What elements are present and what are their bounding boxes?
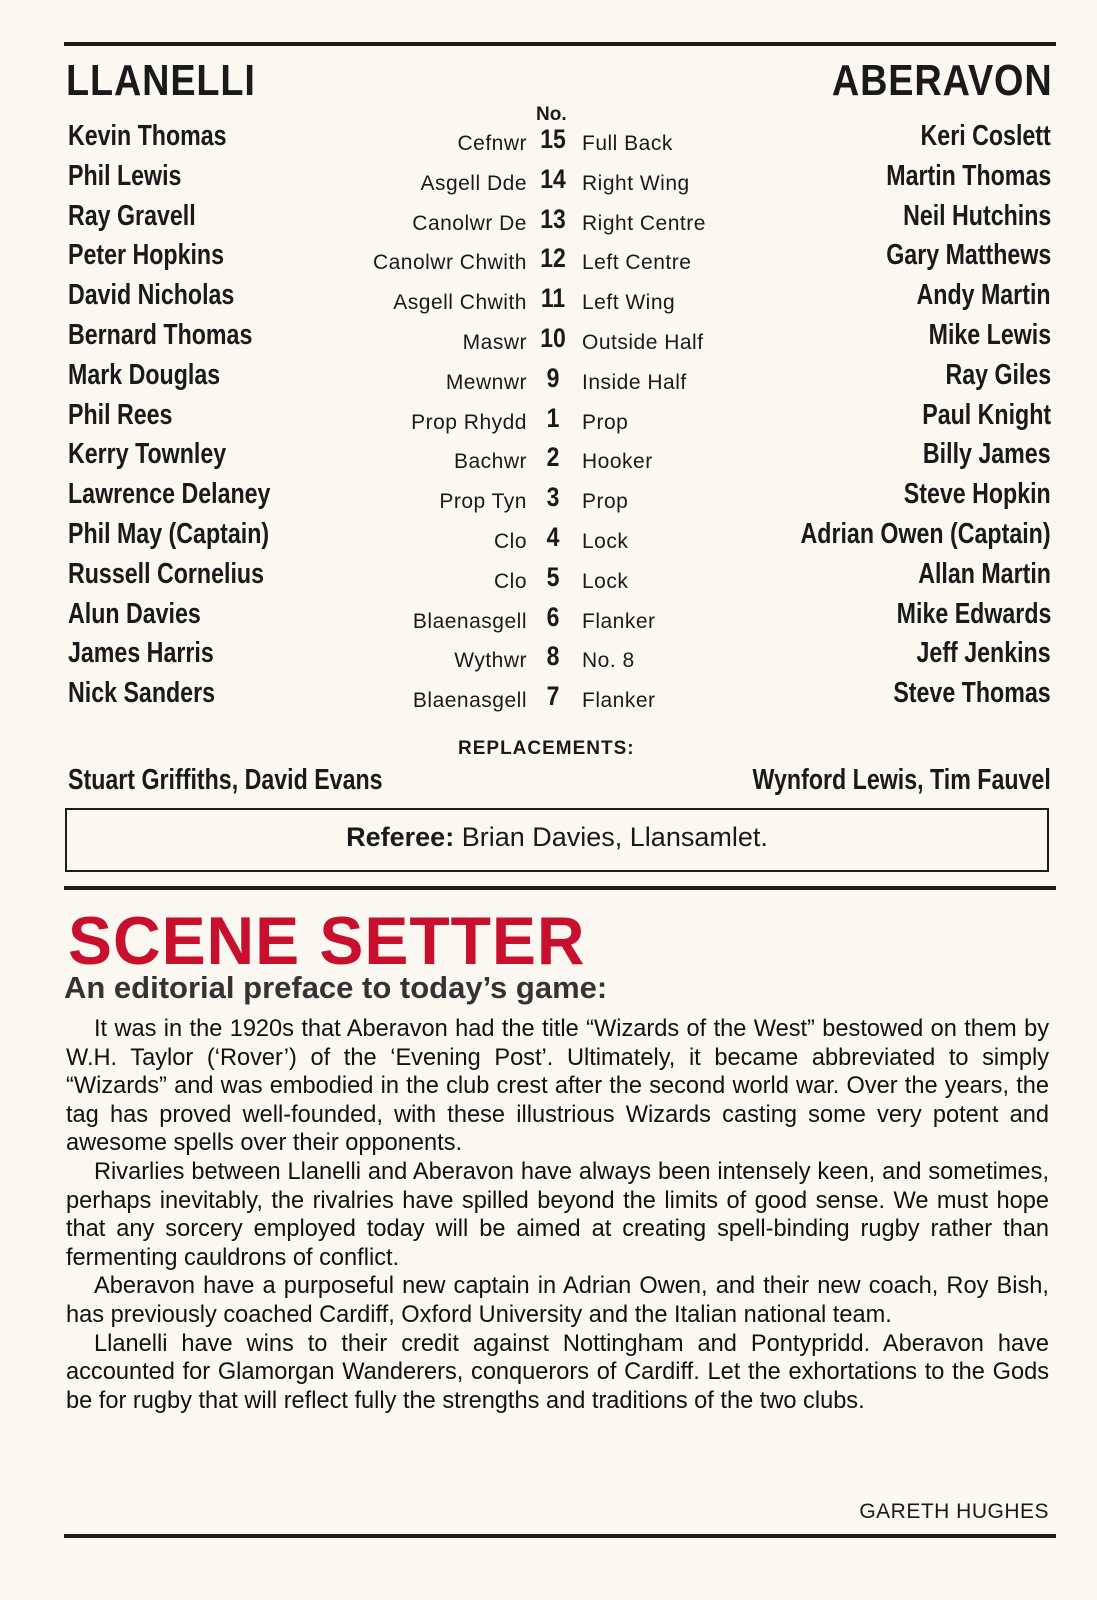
- lineup-row: [0, 397, 1097, 437]
- aberavon-replacements: Wynford Lewis, Tim Fauvel: [752, 764, 1051, 796]
- shirt-number: 12: [540, 243, 566, 274]
- shirt-number: 1: [546, 402, 560, 433]
- shirt-number: 7: [546, 681, 560, 712]
- shirt-number: 3: [546, 482, 560, 513]
- llanelli-player: Nick Sanders: [68, 677, 216, 710]
- llanelli-player: Phil May (Captain): [68, 517, 270, 550]
- english-position: Outside Half: [582, 330, 704, 354]
- llanelli-player: Mark Douglas: [68, 358, 221, 391]
- aberavon-player: Adrian Owen (Captain): [800, 517, 1051, 550]
- english-position: Left Wing: [582, 291, 676, 315]
- welsh-position: Prop Tyn: [439, 490, 527, 514]
- english-position: Right Wing: [582, 171, 690, 195]
- lineup-row: [0, 277, 1097, 317]
- english-position: Right Centre: [582, 211, 706, 235]
- aberavon-player: Paul Knight: [922, 398, 1051, 431]
- welsh-position: Canolwr Chwith: [372, 251, 527, 275]
- welsh-position: Canolwr De: [412, 211, 527, 235]
- article-paragraph: Rivarlies between Llanelli and Aberavon have always been intensely keen, and sometimes, perhaps inevitably, the rivalries have spilled beyond the limits of good sense. We must hope that any sorcery employed today will be aimed at creating spell-binding rugby rather than fermenting cauldrons of conflict.: [66, 1158, 1049, 1271]
- llanelli-player: Phil Rees: [68, 398, 173, 431]
- shirt-number: 10: [540, 322, 566, 353]
- welsh-position: Blaenasgell: [412, 689, 527, 713]
- aberavon-player: Jeff Jenkins: [916, 637, 1051, 670]
- welsh-position: Asgell Chwith: [393, 291, 527, 315]
- aberavon-player: Martin Thomas: [886, 159, 1051, 192]
- shirt-number: 13: [540, 203, 566, 234]
- number-column-label: No.: [536, 104, 567, 125]
- english-position: Prop: [582, 490, 629, 514]
- llanelli-player: Kerry Townley: [68, 438, 227, 471]
- llanelli-player: Russell Cornelius: [68, 557, 264, 590]
- lineup-row: [0, 237, 1097, 277]
- aberavon-player: Neil Hutchins: [902, 199, 1051, 232]
- shirt-number: 5: [546, 561, 560, 592]
- aberavon-player: Andy Martin: [916, 279, 1051, 312]
- aberavon-player: Billy James: [923, 438, 1051, 471]
- english-position: Full Back: [582, 132, 673, 155]
- aberavon-player: Mike Edwards: [896, 597, 1051, 630]
- referee-name: Brian Davies, Llansamlet.: [461, 822, 768, 852]
- lineup-table: [0, 118, 1097, 715]
- referee-line: [67, 822, 1047, 853]
- lineup-row: [0, 436, 1097, 476]
- llanelli-player: James Harris: [68, 637, 214, 670]
- english-position: Left Centre: [582, 251, 692, 275]
- shirt-number: 2: [546, 442, 560, 473]
- lineup-row: [0, 596, 1097, 636]
- aberavon-player: Steve Thomas: [893, 677, 1051, 710]
- shirt-number: 6: [546, 601, 560, 632]
- english-position: Hooker: [582, 450, 653, 474]
- article-paragraph: Llanelli have wins to their credit against Nottingham and Pontypridd. Aberavon have accounted for Glamorgan Wanderers, conquerors of Cardiff. Let the exhortations to the Gods be for rugby that will reflect fully the strengths and traditions of the two clubs.: [66, 1330, 1049, 1414]
- welsh-position: Asgell Dde: [420, 171, 527, 195]
- top-rule: [64, 42, 1056, 46]
- author-byline: GARETH HUGHES: [859, 1500, 1049, 1523]
- lineup-row: [0, 357, 1097, 397]
- english-position: No. 8: [582, 649, 635, 673]
- welsh-position: Bachwr: [453, 450, 527, 474]
- aberavon-player: Allan Martin: [918, 557, 1051, 590]
- llanelli-replacements: Stuart Griffiths, David Evans: [68, 764, 383, 796]
- section-rule: [64, 886, 1056, 890]
- welsh-position: Prop Rhydd: [411, 410, 527, 434]
- llanelli-player: Kevin Thomas: [68, 120, 227, 152]
- shirt-number: 15: [540, 124, 566, 154]
- team-name-llanelli: LLANELLI: [66, 56, 256, 105]
- welsh-position: Mewnwr: [445, 370, 527, 394]
- lineup-row: [0, 675, 1097, 715]
- welsh-position: Clo: [493, 529, 527, 553]
- welsh-position: Cefnwr: [457, 132, 527, 155]
- lineup-row: [0, 198, 1097, 238]
- bottom-rule: [64, 1534, 1056, 1538]
- lineup-row: [0, 158, 1097, 198]
- llanelli-player: Bernard Thomas: [68, 318, 253, 351]
- editorial-article: [66, 1015, 1049, 1415]
- referee-box: [65, 808, 1049, 872]
- aberavon-player: Steve Hopkin: [904, 478, 1051, 511]
- llanelli-player: Phil Lewis: [68, 159, 182, 192]
- lineup-row: [0, 516, 1097, 556]
- llanelli-player: Alun Davies: [68, 597, 201, 630]
- referee-label: Referee:: [346, 822, 455, 852]
- aberavon-player: Ray Giles: [945, 358, 1051, 391]
- aberavon-player: Mike Lewis: [928, 318, 1051, 351]
- shirt-number: 4: [546, 521, 560, 552]
- llanelli-player: Lawrence Delaney: [68, 478, 271, 511]
- article-paragraph: Aberavon have a purposeful new captain in Adrian Owen, and their new coach, Roy Bish, has previously coached Cardiff, Oxford University and the Italian national team.: [66, 1273, 1049, 1328]
- welsh-position: Clo: [493, 569, 527, 593]
- aberavon-player: Gary Matthews: [885, 239, 1051, 272]
- lineup-row: [0, 118, 1097, 158]
- welsh-position: Blaenasgell: [412, 609, 527, 633]
- shirt-number: 9: [546, 362, 560, 393]
- llanelli-player: Ray Gravell: [68, 199, 196, 232]
- english-position: Inside Half: [582, 370, 687, 394]
- english-position: Flanker: [582, 609, 656, 633]
- replacements-heading: REPLACEMENTS:: [458, 738, 635, 759]
- scene-setter-subtitle: An editorial preface to today’s game:: [64, 970, 608, 1005]
- lineup-row: [0, 635, 1097, 675]
- llanelli-player: David Nicholas: [68, 279, 235, 312]
- english-position: Lock: [582, 529, 629, 553]
- welsh-position: Wythwr: [454, 649, 527, 673]
- team-name-aberavon: ABERAVON: [832, 56, 1053, 105]
- shirt-number: 14: [540, 163, 566, 194]
- lineup-row: [0, 476, 1097, 516]
- scene-setter-title: SCENE SETTER: [68, 903, 586, 979]
- english-position: Lock: [582, 569, 629, 593]
- aberavon-player: Keri Coslett: [920, 120, 1051, 152]
- article-paragraph: It was in the 1920s that Aberavon had the title “Wizards of the West” bestowed on them by W.H. Taylor (‘Rover’) of the ‘Evening Post’. Ultimately, it became abbreviated to simply “Wizards” and was embodied in the club crest after the second world war. Over the years, the tag has proved well-founded, with these illustrious Wizards casting some very potent and awesome spells over their opponents.: [66, 1016, 1049, 1157]
- llanelli-player: Peter Hopkins: [68, 239, 224, 272]
- shirt-number: 11: [540, 283, 566, 314]
- english-position: Flanker: [582, 689, 656, 713]
- lineup-row: [0, 556, 1097, 596]
- shirt-number: 8: [546, 641, 560, 672]
- lineup-row: [0, 317, 1097, 357]
- welsh-position: Maswr: [462, 330, 527, 354]
- english-position: Prop: [582, 410, 629, 434]
